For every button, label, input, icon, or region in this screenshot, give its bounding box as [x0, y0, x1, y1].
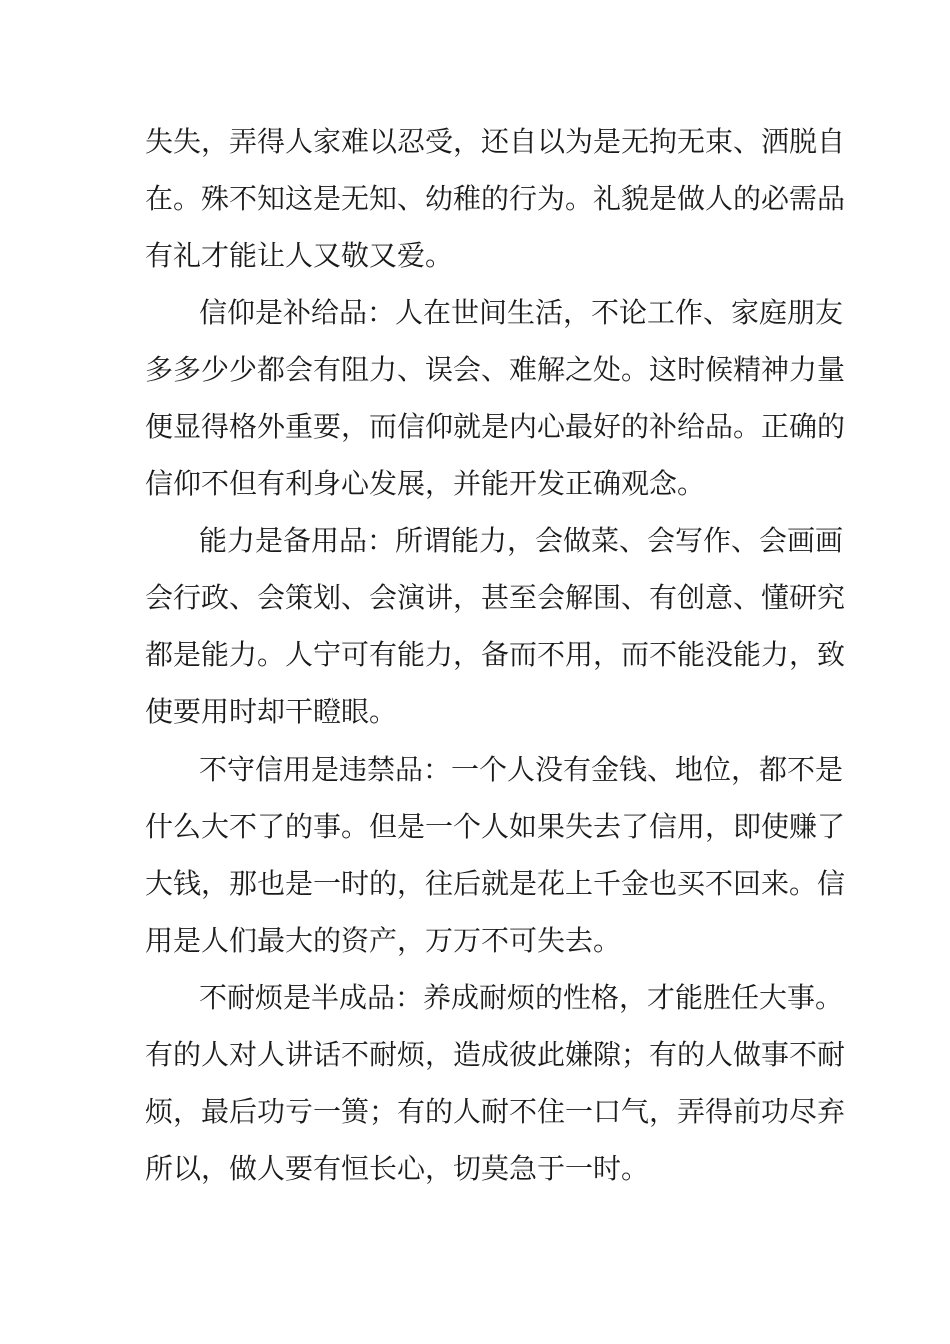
- paragraph-start: 不耐烦是半成品：养成耐烦的性格，才能胜任大事。: [199, 981, 844, 1014]
- text-line: 有的人对人讲话不耐烦，造成彼此嫌隙；有的人做事不耐: [145, 1038, 846, 1071]
- text-line: 信仰不但有利身心发展，并能开发正确观念。: [145, 467, 706, 500]
- text-line: 便显得格外重要，而信仰就是内心最好的补给品。正确的: [145, 410, 846, 443]
- paragraph-start: 不守信用是违禁品：一个人没有金钱、地位，都不是: [199, 753, 844, 786]
- text-line: 用是人们最大的资产，万万不可失去。: [145, 924, 622, 957]
- paragraph-start: 信仰是补给品：人在世间生活，不论工作、家庭朋友: [199, 296, 844, 329]
- text-line: 都是能力。人宁可有能力，备而不用，而不能没能力，致: [145, 638, 846, 671]
- paragraph-start: 能力是备用品：所谓能力，会做菜、会写作、会画画: [199, 524, 844, 557]
- text-line: 什么大不了的事。但是一个人如果失去了信用，即使赚了: [145, 810, 846, 843]
- text-line: 大钱，那也是一时的，往后就是花上千金也买不回来。信: [145, 867, 846, 900]
- text-line: 烦，最后功亏一篑；有的人耐不住一口气，弄得前功尽弃: [145, 1095, 846, 1128]
- text-line: 有礼才能让人又敬又爱。: [145, 239, 454, 272]
- text-line: 失失，弄得人家难以忍受，还自以为是无拘无束、洒脱自: [145, 125, 846, 158]
- text-line: 在。殊不知这是无知、幼稚的行为。礼貌是做人的必需品: [145, 182, 846, 215]
- text-line: 会行政、会策划、会演讲，甚至会解围、有创意、懂研究: [145, 581, 846, 614]
- text-line: 使要用时却干瞪眼。: [145, 695, 398, 728]
- text-line: 所以，做人要有恒长心，切莫急于一时。: [145, 1152, 650, 1185]
- text-line: 多多少少都会有阻力、误会、难解之处。这时候精神力量: [145, 353, 846, 386]
